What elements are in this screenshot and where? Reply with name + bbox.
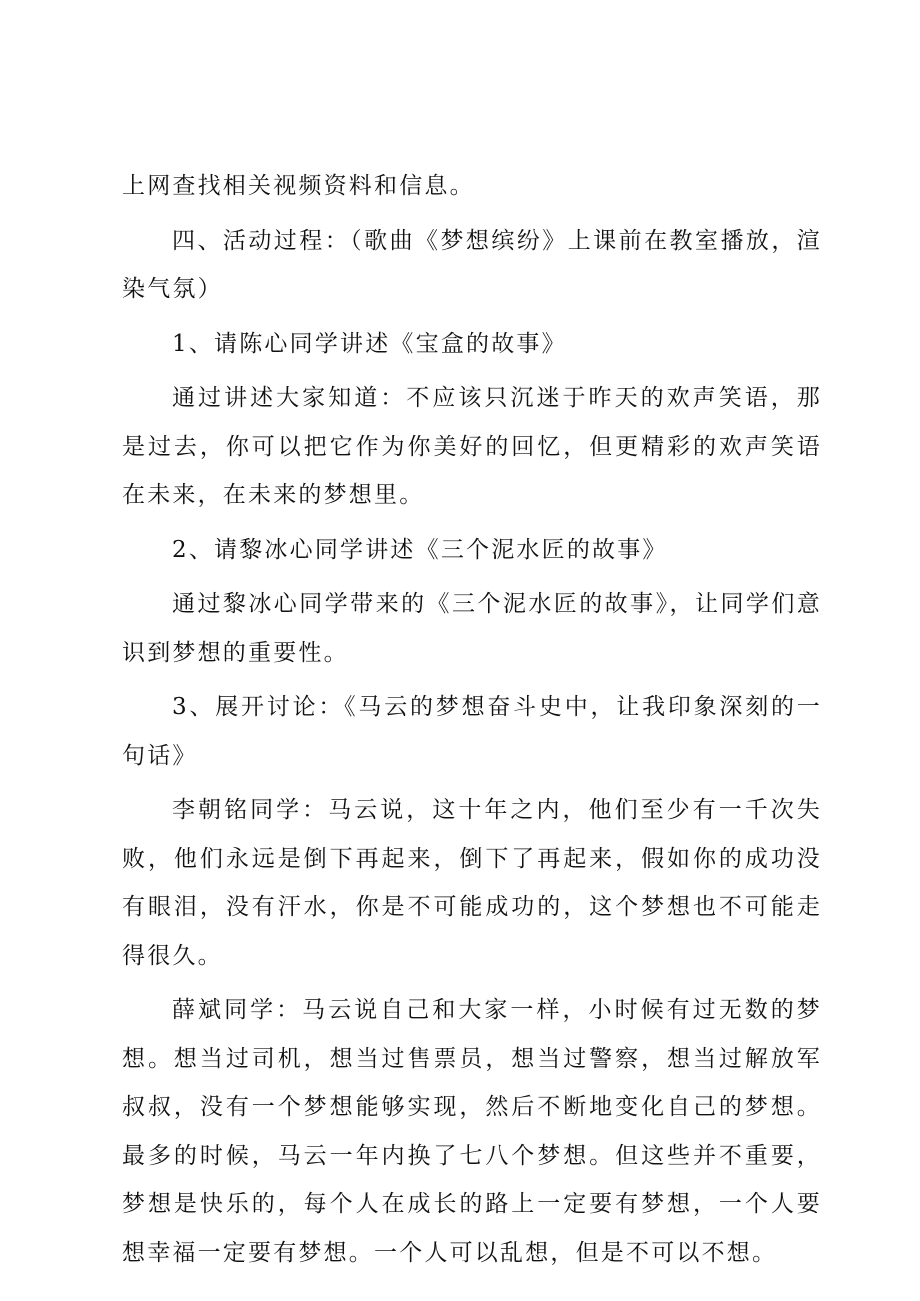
- paragraph-item-1-summary: 通过讲述大家知道：不应该只沉迷于昨天的欢声笑语，那是过去，你可以把它作为你美好的回忆，但更精彩的欢声笑语在未来，在未来的梦想里。: [122, 385, 822, 508]
- paragraph-student-quote-2: 薛斌同学：马云说自己和大家一样，小时候有过无数的梦想。想当过司机，想当过售票员，想当过警察，想当过解放军叔叔，没有一个梦想能够实现，然后不断地变化自己的梦想。最多的时候，马云一年内换了七八个梦想。但这些并不重要，梦想是快乐的，每个人在成长的路上一定要有梦想，一个人要想幸福一定要有梦想。一个人可以乱想，但是不可以不想。: [122, 997, 822, 1266]
- document-body: [122, 162, 822, 1283]
- paragraph-activity-process-heading: 四、活动过程：（歌曲《梦想缤纷》上课前在教室播放，渲染气氛）: [122, 227, 822, 302]
- paragraph-item-2: 2、请黎冰心同学讲述《三个泥水匠的故事》: [172, 536, 668, 563]
- paragraph-student-quote-1: 李朝铭同学：马云说，这十年之内，他们至少有一千次失败，他们永远是倒下再起来，倒下了再起来，假如你的成功没有眼泪，没有汗水，你是不可能成功的，这个梦想也不可能走得很久。: [122, 797, 822, 969]
- paragraph-item-2-summary: 通过黎冰心同学带来的《三个泥水匠的故事》，让同学们意识到梦想的重要性。: [122, 591, 822, 666]
- paragraph-item-1: 1、请陈心同学讲述《宝盒的故事》: [172, 330, 567, 357]
- paragraph-item-3: 3、展开讨论：《马云的梦想奋斗史中，让我印象深刻的一句话》: [122, 694, 822, 769]
- paragraph-continuation: 上网查找相关视频资料和信息。: [122, 173, 475, 199]
